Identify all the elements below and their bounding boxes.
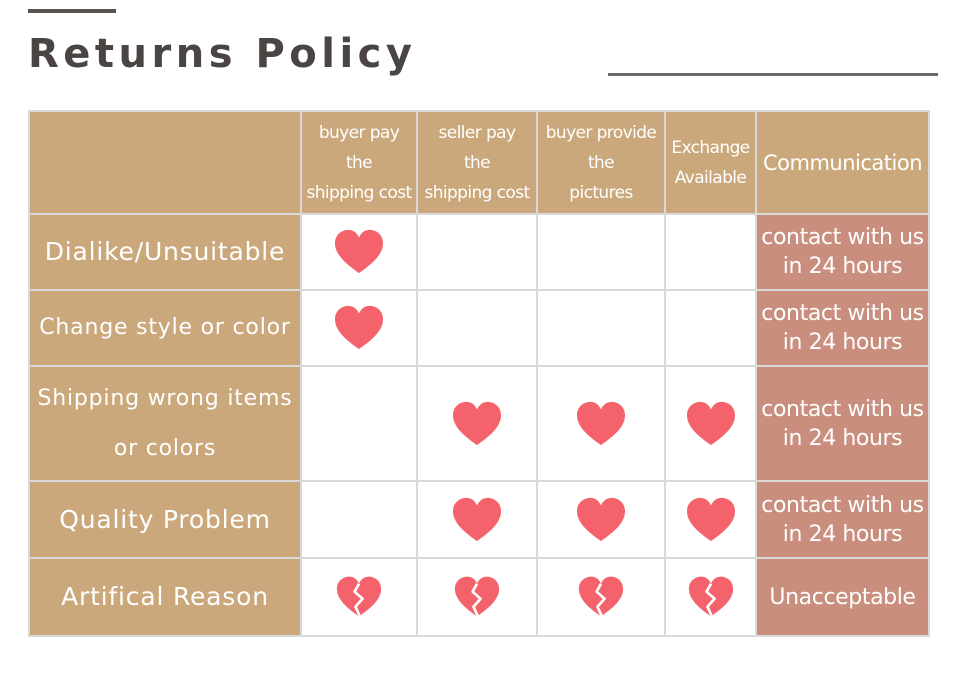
page-title: Returns Policy bbox=[28, 31, 417, 77]
cell-0-3 bbox=[665, 214, 756, 290]
communication-cell: contact with us in 24 hours bbox=[756, 290, 929, 366]
broken-heart-icon bbox=[573, 574, 629, 620]
communication-cell: contact with us in 24 hours bbox=[756, 481, 929, 558]
broken-heart-icon bbox=[331, 574, 387, 620]
broken-heart-icon bbox=[683, 574, 739, 620]
cell-1-2 bbox=[537, 290, 665, 366]
heart-icon bbox=[331, 303, 387, 353]
table-row bbox=[29, 481, 929, 558]
cell-0-2 bbox=[537, 214, 665, 290]
table-row bbox=[29, 558, 929, 636]
header-corner bbox=[29, 111, 301, 214]
cell-3-1 bbox=[417, 481, 537, 558]
cell-4-3 bbox=[665, 558, 756, 636]
cell-2-3 bbox=[665, 366, 756, 481]
title-accent-bar bbox=[28, 9, 116, 13]
cell-2-1 bbox=[417, 366, 537, 481]
table-row bbox=[29, 290, 929, 366]
row-label: Dialike/Unsuitable bbox=[29, 214, 301, 290]
title-rule bbox=[608, 73, 938, 76]
communication-cell: contact with us in 24 hours bbox=[756, 214, 929, 290]
communication-cell: contact with us in 24 hours bbox=[756, 366, 929, 481]
cell-4-0 bbox=[301, 558, 417, 636]
cell-1-3 bbox=[665, 290, 756, 366]
cell-1-0 bbox=[301, 290, 417, 366]
heart-icon bbox=[573, 399, 629, 449]
communication-cell: Unacceptable bbox=[756, 558, 929, 636]
cell-0-1 bbox=[417, 214, 537, 290]
table-row bbox=[29, 214, 929, 290]
returns-policy-table bbox=[28, 110, 930, 637]
row-label: Shipping wrong items or colors bbox=[29, 366, 301, 481]
cell-3-2 bbox=[537, 481, 665, 558]
row-label: Change style or color bbox=[29, 290, 301, 366]
column-header-communication: Communication bbox=[756, 111, 929, 214]
heart-icon bbox=[331, 227, 387, 277]
cell-2-2 bbox=[537, 366, 665, 481]
column-header-exchange: Exchange Available bbox=[665, 111, 756, 214]
row-label: Quality Problem bbox=[29, 481, 301, 558]
cell-4-2 bbox=[537, 558, 665, 636]
heart-icon bbox=[449, 495, 505, 545]
table-row bbox=[29, 366, 929, 481]
cell-1-1 bbox=[417, 290, 537, 366]
broken-heart-icon bbox=[449, 574, 505, 620]
cell-0-0 bbox=[301, 214, 417, 290]
cell-3-3 bbox=[665, 481, 756, 558]
cell-2-0 bbox=[301, 366, 417, 481]
header-row bbox=[29, 111, 929, 214]
heart-icon bbox=[573, 495, 629, 545]
row-label: Artifical Reason bbox=[29, 558, 301, 636]
heart-icon bbox=[449, 399, 505, 449]
column-header-seller-pay: seller pay the shipping cost bbox=[417, 111, 537, 214]
heart-icon bbox=[683, 399, 739, 449]
column-header-buyer-pay: buyer pay the shipping cost bbox=[301, 111, 417, 214]
heart-icon bbox=[683, 495, 739, 545]
column-header-buyer-pictures: buyer provide the pictures bbox=[537, 111, 665, 214]
cell-3-0 bbox=[301, 481, 417, 558]
cell-4-1 bbox=[417, 558, 537, 636]
